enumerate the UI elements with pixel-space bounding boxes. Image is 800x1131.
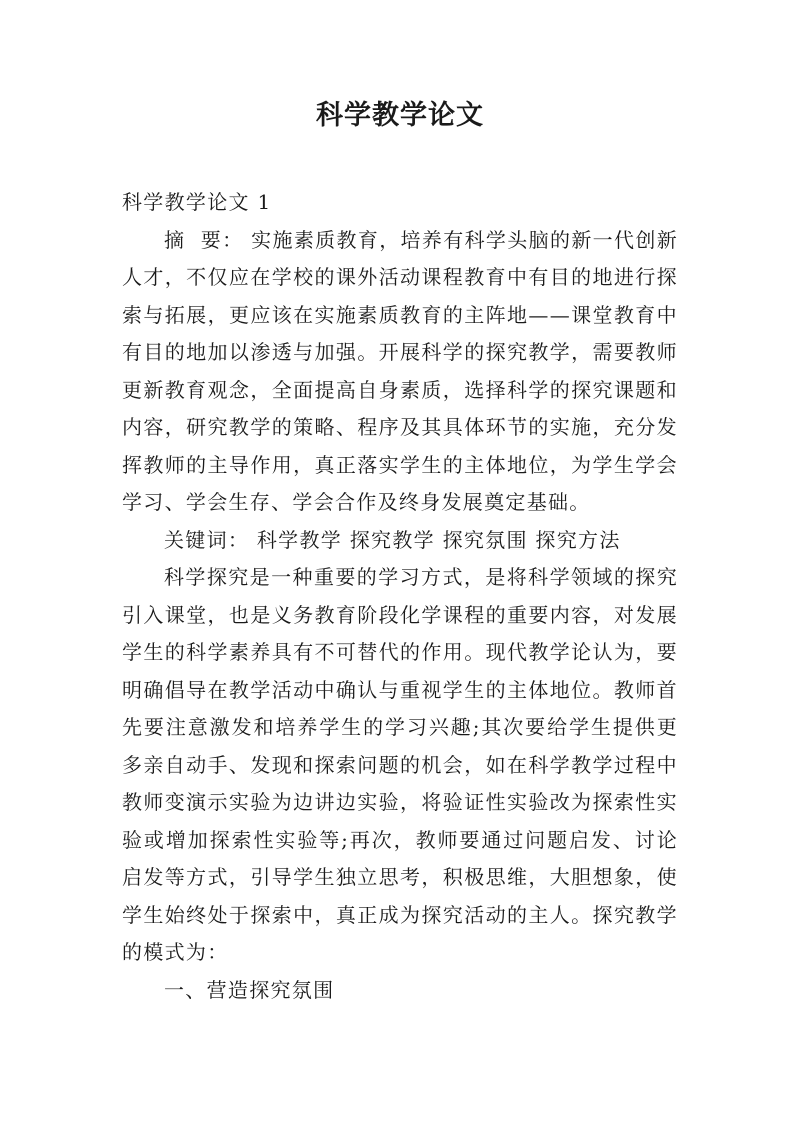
- body-paragraph: 科学探究是一种重要的学习方式，是将科学领域的探究引入课堂，也是义务教育阶段化学课程的重要内容，对发展学生的科学素养具有不可替代的作用。现代教学论认为，要明确倡导在教学活动中确认与重视学生的主体地位。教师首先要注意激发和培养学生的学习兴趣;其次要给学生提供更多亲自动手、发现和探索问题的机会，如在科学教学过程中教师变演示实验为边讲边实验，将验证性实验改为探索性实验或增加探索性实验等;再次，教师要通过问题启发、讨论启发等方式，引导学生独立思考，积极思维，大胆想象，使学生始终处于探索中，真正成为探究活动的主人。探究教学的模式为：: [122, 565, 678, 964]
- section-heading: 一、营造探究氛围: [164, 977, 335, 1002]
- keywords-paragraph: 关键词： 科学教学 探究教学 探究氛围 探究方法: [164, 527, 621, 552]
- document-title: 科学教学论文: [316, 100, 484, 131]
- section-subtitle: 科学教学论文 1: [122, 190, 272, 214]
- document-body: [122, 184, 678, 1009]
- abstract-paragraph: 摘 要： 实施素质教育，培养有科学头脑的新一代创新人才，不仅应在学校的课外活动课程教育中有目的地进行探索与拓展，更应该在实施素质教育的主阵地——课堂教育中有目的地加以渗透与加强。开展科学的探究教学，需要教师更新教育观念，全面提高自身素质，选择科学的探究课题和内容，研究教学的策略、程序及其具体环节的实施，充分发挥教师的主导作用，真正落实学生的主体地位，为学生学会学习、学会生存、学会合作及终身发展奠定基础。: [122, 227, 678, 514]
